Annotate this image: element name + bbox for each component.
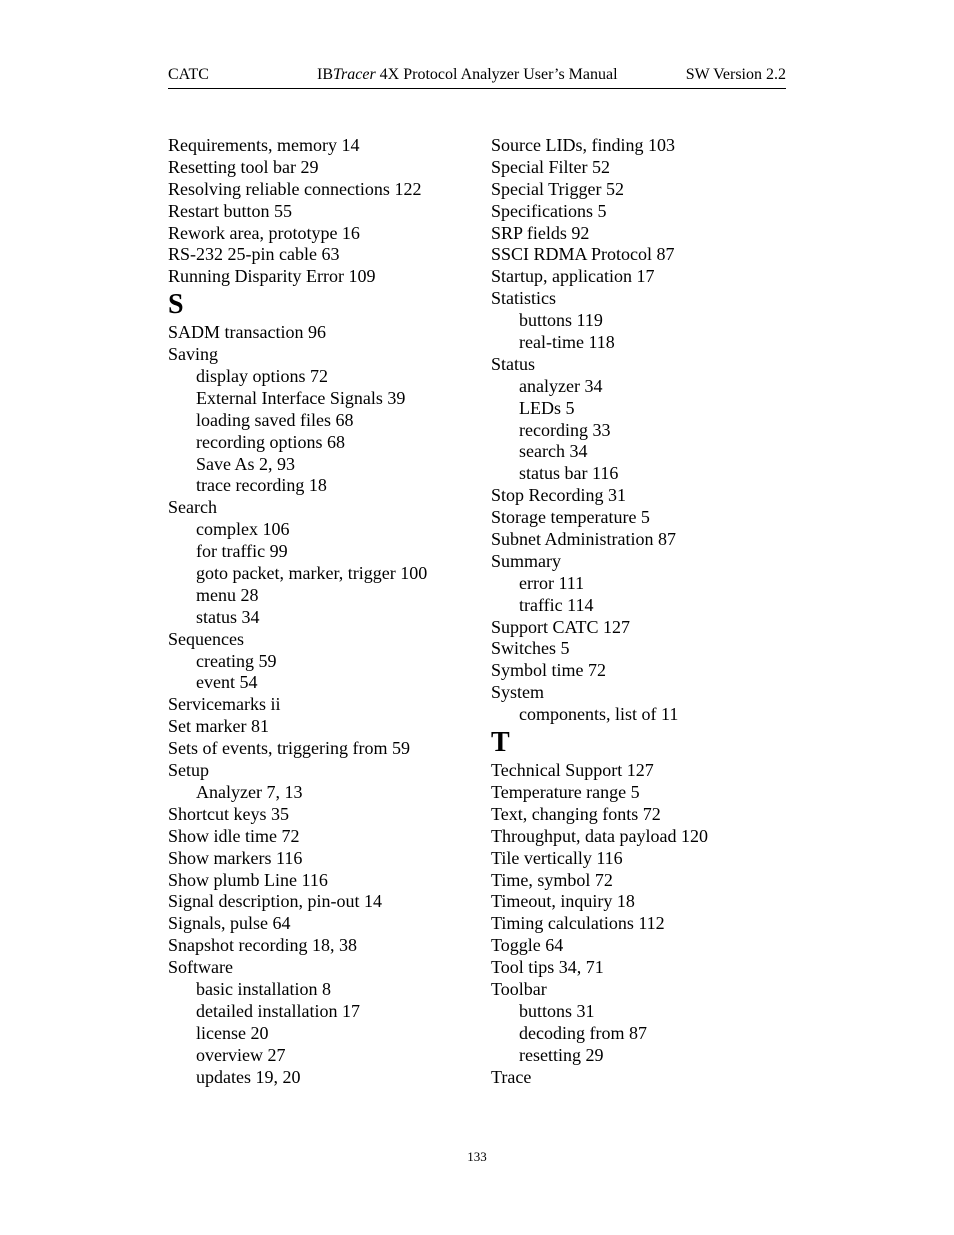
index-subentry: status 34 bbox=[196, 606, 260, 627]
index-subentry: search 34 bbox=[519, 441, 588, 462]
index-entry: Snapshot recording 18, 38 bbox=[168, 935, 357, 956]
index-section-letter: T bbox=[491, 727, 510, 759]
header-manual-title bbox=[317, 66, 618, 84]
index-entry: System bbox=[491, 682, 545, 703]
index-subentry: status bar 116 bbox=[519, 463, 619, 484]
index-subentry: External Interface Signals 39 bbox=[196, 387, 406, 408]
index-entry: SRP fields 92 bbox=[491, 222, 590, 243]
index-entry: Toolbar bbox=[491, 978, 547, 999]
index-entry: Startup, application 17 bbox=[491, 266, 655, 287]
index-entry: Technical Support 127 bbox=[491, 760, 654, 781]
index-subentry: Analyzer 7, 13 bbox=[196, 781, 303, 802]
index-entry: Timeout, inquiry 18 bbox=[491, 891, 635, 912]
header-title-italic: Tracer bbox=[333, 66, 376, 83]
index-entry: Switches 5 bbox=[491, 638, 570, 659]
index-subentry: overview 27 bbox=[196, 1044, 286, 1065]
index-subentry: goto packet, marker, trigger 100 bbox=[196, 563, 428, 584]
index-entry: Toggle 64 bbox=[491, 935, 564, 956]
index-entry: Special Filter 52 bbox=[491, 156, 610, 177]
index-entry: RS-232 25-pin cable 63 bbox=[168, 244, 340, 265]
index-entry: Symbol time 72 bbox=[491, 660, 607, 681]
index-column-left bbox=[168, 135, 468, 1088]
index-subentry: LEDs 5 bbox=[519, 397, 575, 418]
index-entry: SSCI RDMA Protocol 87 bbox=[491, 244, 675, 265]
index-entry: Search bbox=[168, 497, 217, 518]
index-subentry: loading saved files 68 bbox=[196, 409, 354, 430]
index-entry: Signals, pulse 64 bbox=[168, 913, 291, 934]
index-subentry: traffic 114 bbox=[519, 594, 594, 615]
index-subentry: updates 19, 20 bbox=[196, 1066, 301, 1087]
index-subentry: resetting 29 bbox=[519, 1044, 604, 1065]
index-entry: Resolving reliable connections 122 bbox=[168, 178, 422, 199]
index-subentry: license 20 bbox=[196, 1022, 269, 1043]
index-entry: Signal description, pin-out 14 bbox=[168, 891, 382, 912]
index-subentry: display options 72 bbox=[196, 366, 329, 387]
header-title-prefix: IB bbox=[317, 66, 333, 83]
header-title-suffix: 4X Protocol Analyzer User’s Manual bbox=[375, 66, 618, 83]
index-entry: Trace bbox=[491, 1066, 532, 1087]
index-subentry: analyzer 34 bbox=[519, 375, 603, 396]
index-entry: Text, changing fonts 72 bbox=[491, 803, 661, 824]
index-subentry: components, list of 11 bbox=[519, 704, 679, 725]
index-entry: Timing calculations 112 bbox=[491, 913, 665, 934]
index-entry: Running Disparity Error 109 bbox=[168, 266, 376, 287]
index-subentry: recording 33 bbox=[519, 419, 611, 440]
index-entry: Show plumb Line 116 bbox=[168, 869, 328, 890]
index-entry: Storage temperature 5 bbox=[491, 507, 650, 528]
index-subentry: buttons 119 bbox=[519, 310, 603, 331]
index-entry: Show idle time 72 bbox=[168, 825, 300, 846]
index-entry: Servicemarks ii bbox=[168, 694, 281, 715]
index-entry: Throughput, data payload 120 bbox=[491, 825, 708, 846]
index-subentry: trace recording 18 bbox=[196, 475, 327, 496]
index-entry: Software bbox=[168, 957, 233, 978]
index-entry: Sequences bbox=[168, 628, 244, 649]
index-subentry: creating 59 bbox=[196, 650, 277, 671]
index-entry: Source LIDs, finding 103 bbox=[491, 135, 675, 155]
index-subentry: for traffic 99 bbox=[196, 541, 288, 562]
index-entry: Specifications 5 bbox=[491, 200, 607, 221]
index-column-right bbox=[491, 135, 791, 1088]
index-section-letter: S bbox=[168, 289, 184, 321]
index-entry: Requirements, memory 14 bbox=[168, 135, 360, 155]
index-entry: Tile vertically 116 bbox=[491, 847, 623, 868]
index-entry: Subnet Administration 87 bbox=[491, 529, 677, 550]
index-entry: Shortcut keys 35 bbox=[168, 803, 289, 824]
index-entry: Resetting tool bar 29 bbox=[168, 156, 319, 177]
index-entry: Temperature range 5 bbox=[491, 781, 640, 802]
header-company: CATC bbox=[168, 66, 209, 83]
index-entry: Restart button 55 bbox=[168, 200, 292, 221]
index-entry: Time, symbol 72 bbox=[491, 869, 613, 890]
index-subentry: complex 106 bbox=[196, 519, 290, 540]
index-subentry: recording options 68 bbox=[196, 431, 345, 452]
index-subentry: detailed installation 17 bbox=[196, 1000, 360, 1021]
page-number: 133 bbox=[467, 1149, 487, 1164]
index-entry: Saving bbox=[168, 344, 219, 365]
index-subentry: Save As 2, 93 bbox=[196, 453, 295, 474]
page-header bbox=[168, 64, 786, 89]
index-entry: Set marker 81 bbox=[168, 716, 269, 737]
index-entry: Sets of events, triggering from 59 bbox=[168, 738, 410, 759]
index-entry: Summary bbox=[491, 550, 561, 571]
index-entry: Statistics bbox=[491, 288, 557, 309]
header-version: SW Version 2.2 bbox=[685, 66, 786, 83]
index-entry: Tool tips 34, 71 bbox=[491, 957, 604, 978]
index-subentry: basic installation 8 bbox=[196, 978, 331, 999]
index-subentry: decoding from 87 bbox=[519, 1022, 647, 1043]
index-subentry: menu 28 bbox=[196, 584, 259, 605]
index-subentry: error 111 bbox=[519, 572, 585, 593]
index-subentry: buttons 31 bbox=[519, 1000, 595, 1021]
index-entry: Support CATC 127 bbox=[491, 616, 631, 637]
index-entry: Status bbox=[491, 353, 536, 374]
index-entry: Setup bbox=[168, 760, 210, 781]
index-entry: Show markers 116 bbox=[168, 847, 303, 868]
index-entry: Rework area, prototype 16 bbox=[168, 222, 360, 243]
index-entry: Special Trigger 52 bbox=[491, 178, 624, 199]
index-subentry: real-time 118 bbox=[519, 332, 615, 353]
index-entry: Stop Recording 31 bbox=[491, 485, 626, 506]
index-subentry: event 54 bbox=[196, 672, 258, 693]
index-entry: SADM transaction 96 bbox=[168, 322, 326, 343]
